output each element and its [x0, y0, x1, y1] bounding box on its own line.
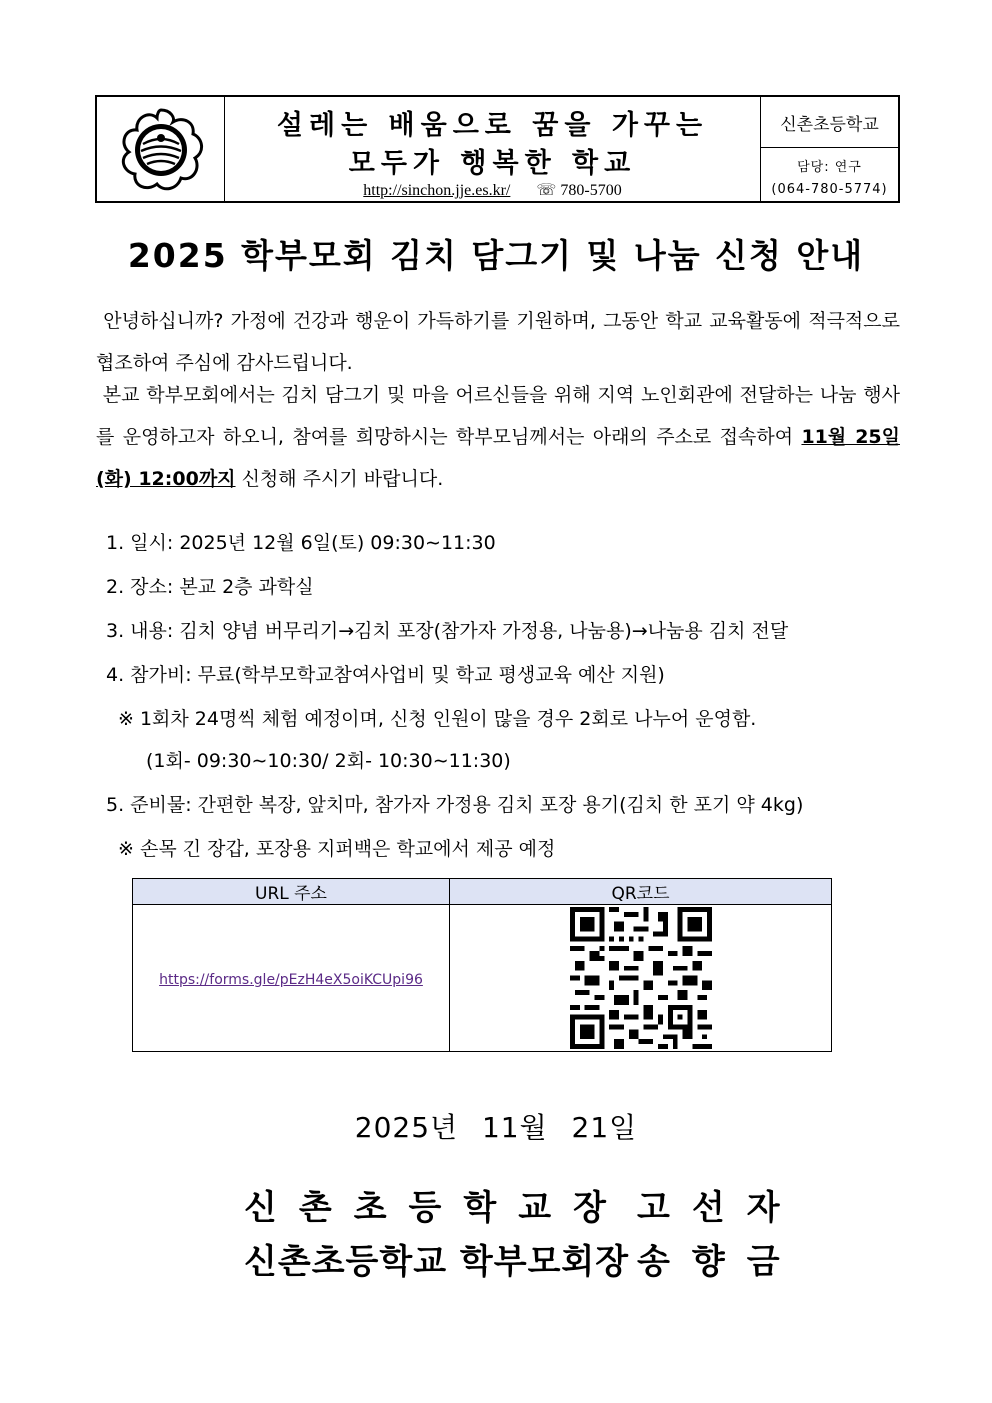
item-date: 1. 일시: 2025년 12월 6일(토) 09:30∼11:30	[106, 532, 496, 554]
school-header	[95, 95, 900, 203]
school-emblem-icon	[113, 104, 209, 194]
deadline-text: 11월 25일(화) 12:00까지	[96, 426, 900, 490]
request-text: 본교 학부모회에서는 김치 담그기 및 마을 어르신들을 위해 지역 노인회관에 전달하는 나눔 행사를 운영하고자 하오니, 참여를 희망하시는 학부모님께서는 아래의 주소로 접속하여	[96, 384, 900, 448]
application-table	[132, 878, 832, 1052]
qr-cell	[450, 905, 832, 1052]
issue-date: 2025년 11월 21일	[354, 1111, 638, 1144]
note-provided: ※ 손목 긴 장갑, 포장용 지퍼백은 학교에서 제공 예정	[118, 838, 556, 860]
item-content: 3. 내용: 김치 양념 버무리기→김치 포장(참가자 가정용, 나눔용)→나눔용 김치 전달	[106, 620, 789, 642]
school-info-cell	[761, 97, 898, 201]
manager-tel: (064-780-5774)	[771, 182, 888, 197]
item-place: 2. 장소: 본교 2층 과학실	[106, 576, 314, 598]
phone-icon: ☏	[536, 182, 557, 199]
qr-code-icon[interactable]	[570, 907, 712, 1049]
request-text-end: 신청해 주시기 바랍니다.	[235, 468, 444, 490]
school-name: 신촌초등학교	[761, 97, 898, 148]
pta-president-title: 신촌초등학교 학부모회장	[244, 1242, 630, 1282]
slogan-line-2: 모두가 행복한 학교	[348, 148, 637, 179]
pta-president-name: 송향금	[637, 1242, 802, 1282]
manager-label: 담당: 연구	[797, 160, 862, 175]
qr-column-header: QR코드	[450, 879, 832, 905]
principal-name: 고선자	[637, 1188, 802, 1228]
school-emblem-cell	[97, 97, 225, 201]
document-title: 2025 학부모회 김치 담그기 및 나눔 신청 안내	[127, 236, 865, 275]
note-sessions: ※ 1회차 24명씩 체험 예정이며, 신청 인원이 많을 경우 2회로 나누어 운영함.	[118, 708, 757, 730]
url-cell	[133, 905, 450, 1052]
item-fee: 4. 참가비: 무료(학부모학교참여사업비 및 학교 평생교육 예산 지원)	[106, 664, 665, 686]
note-session-times: (1회- 09:30∼10:30/ 2회- 10:30∼11:30)	[146, 750, 511, 772]
greeting-text: 안녕하십니까? 가정에 건강과 행운이 가득하기를 기원하며, 그동안 학교 교육활동에 적극적으로 협조하여 주심에 감사드립니다.	[96, 310, 900, 374]
request-paragraph	[96, 374, 900, 500]
application-form-link[interactable]: https://forms.gle/pEzH4eX5oiKCUpi96	[159, 971, 423, 988]
greeting-paragraph	[96, 300, 900, 384]
school-website-link[interactable]: http://sinchon.jje.es.kr/	[363, 182, 511, 199]
school-phone: 780-5700	[560, 182, 622, 199]
slogan-line-1: 설레는 배움으로 꿈을 가꾸는	[276, 110, 709, 141]
item-supplies: 5. 준비물: 간편한 복장, 앞치마, 참가자 가정용 김치 포장 용기(김치 한 포기 약 4kg)	[106, 794, 804, 816]
url-column-header: URL 주소	[133, 879, 450, 905]
principal-title: 신촌초등학교장	[244, 1188, 628, 1228]
contact-line	[225, 180, 760, 200]
slogan-cell	[225, 97, 761, 201]
